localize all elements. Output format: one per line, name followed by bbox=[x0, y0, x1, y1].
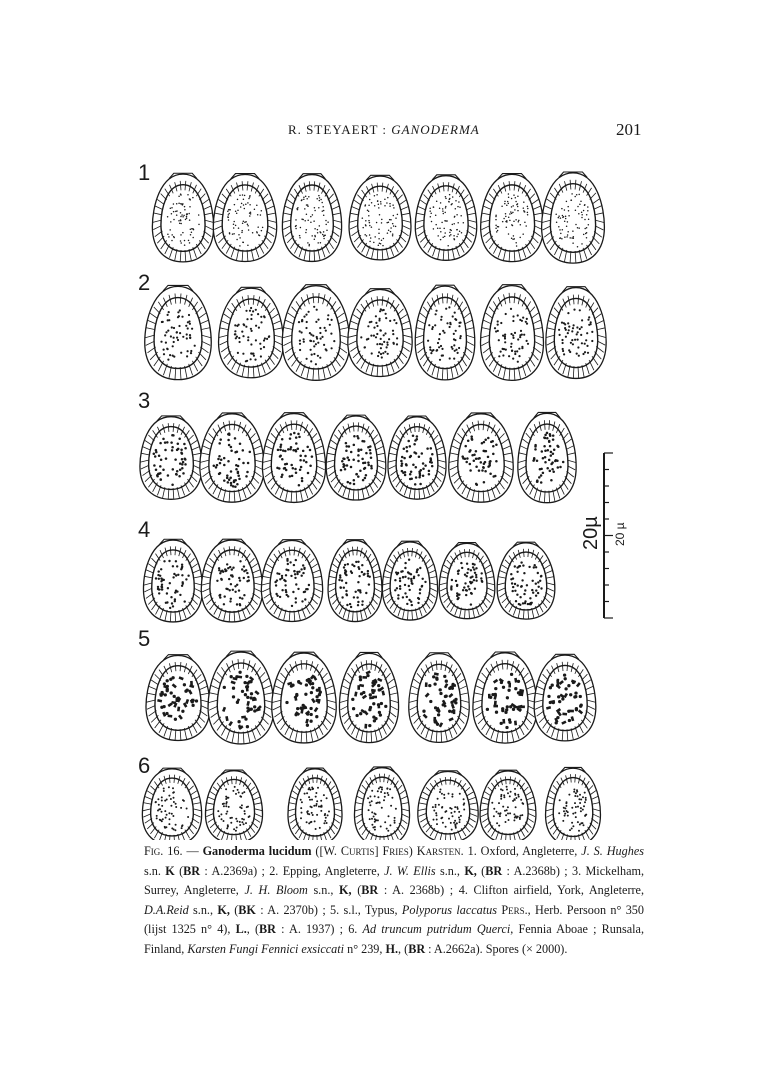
running-header bbox=[0, 120, 759, 142]
spore-drawing bbox=[542, 172, 605, 263]
figure-caption: Fig. 16. — Ganoderma lucidum ([W. Curtis] Fries) Karsten. 1. Oxford, Angleterre, J. S. Hughes s.n. K (BR : A.2369a) ; 2. Epping, Angleterre, J. W. Ellis s.n., K, (BR : A.2368b) ; 3. Mickelham, Surrey, Angleterre, J. H. Bloom s.n., K, (BR : A. 2368b) ; 4. Clifton airfield, York, Angleterre, D.A.Reid s.n., K, (BK : A. 2370b) ; 5. s.l., Typus, Polyporus laccatus Pers., Herb. Persoon n° 350 (lijst 1325 n° 4), L., (BR : A. 1937) ; 6. Ad truncum putridum Querci, Fennia Aboae ; Runsala, Finland, Karsten Fungi Fennici exsiccati n° 239, H., (BR : A.2662a). Spores (× 2000). bbox=[144, 844, 645, 956]
spore-drawing bbox=[140, 416, 202, 499]
spore-drawing bbox=[219, 287, 284, 377]
spore-drawing bbox=[534, 654, 596, 741]
spore-drawing bbox=[262, 413, 325, 503]
row-label: 3 bbox=[138, 388, 151, 413]
spore-drawing bbox=[208, 651, 274, 744]
spore-drawing bbox=[546, 287, 606, 379]
author-name: R. STEYAERT bbox=[288, 122, 379, 137]
spore-drawing bbox=[449, 413, 514, 502]
spore-drawing bbox=[418, 771, 478, 840]
spore-drawing bbox=[205, 770, 262, 840]
spore-drawing bbox=[439, 543, 495, 619]
scale-label: 20µ bbox=[580, 516, 602, 550]
spore-drawing bbox=[481, 285, 544, 381]
spore-drawing bbox=[339, 652, 398, 742]
row-label: 5 bbox=[138, 626, 151, 651]
species-name: Ganoderma lucidum bbox=[202, 844, 312, 858]
spore-drawing bbox=[382, 541, 437, 620]
row-label: 6 bbox=[138, 753, 151, 778]
spore-drawing bbox=[473, 652, 537, 743]
spore-drawing bbox=[497, 542, 555, 619]
spore-drawing bbox=[388, 416, 446, 499]
spore-drawing bbox=[272, 652, 336, 743]
scale-label-small: 20 µ bbox=[613, 522, 627, 546]
spore-drawing bbox=[152, 173, 213, 262]
spore-drawings bbox=[140, 172, 606, 840]
spore-drawing bbox=[349, 175, 411, 260]
spore-drawing bbox=[415, 285, 475, 380]
spore-drawing bbox=[142, 768, 201, 840]
journal-subject: GANODERMA bbox=[391, 122, 480, 137]
spore-drawing bbox=[518, 412, 576, 502]
spore-drawing bbox=[481, 174, 544, 262]
scale-bar bbox=[580, 453, 627, 618]
row-label: 1 bbox=[138, 160, 151, 185]
spore-drawing bbox=[282, 174, 341, 262]
spore-drawing bbox=[213, 174, 276, 262]
spore-drawing bbox=[546, 767, 601, 840]
spore-plate-figure bbox=[0, 150, 759, 840]
row-label: 4 bbox=[138, 517, 151, 542]
spore-drawing bbox=[415, 175, 476, 260]
spore-drawing bbox=[146, 655, 210, 741]
figure-label: Fig. 16. bbox=[144, 844, 183, 858]
spore-drawing bbox=[288, 768, 342, 840]
spore-drawing bbox=[201, 539, 262, 622]
spore-drawing bbox=[480, 770, 536, 840]
running-head: R. STEYAERT : GANODERMA bbox=[288, 122, 480, 137]
spore-drawing bbox=[409, 653, 469, 743]
spore-drawing bbox=[200, 413, 264, 502]
spore-drawing bbox=[328, 540, 382, 622]
spore-drawing bbox=[354, 767, 409, 840]
page-number: 201 bbox=[616, 120, 642, 139]
spore-drawing bbox=[348, 289, 412, 377]
row-label: 2 bbox=[138, 270, 151, 295]
spore-drawing bbox=[143, 539, 202, 622]
spore-drawing bbox=[326, 415, 386, 500]
spore-drawing bbox=[261, 540, 322, 622]
spore-drawing bbox=[145, 285, 212, 379]
spore-drawing bbox=[282, 285, 349, 381]
